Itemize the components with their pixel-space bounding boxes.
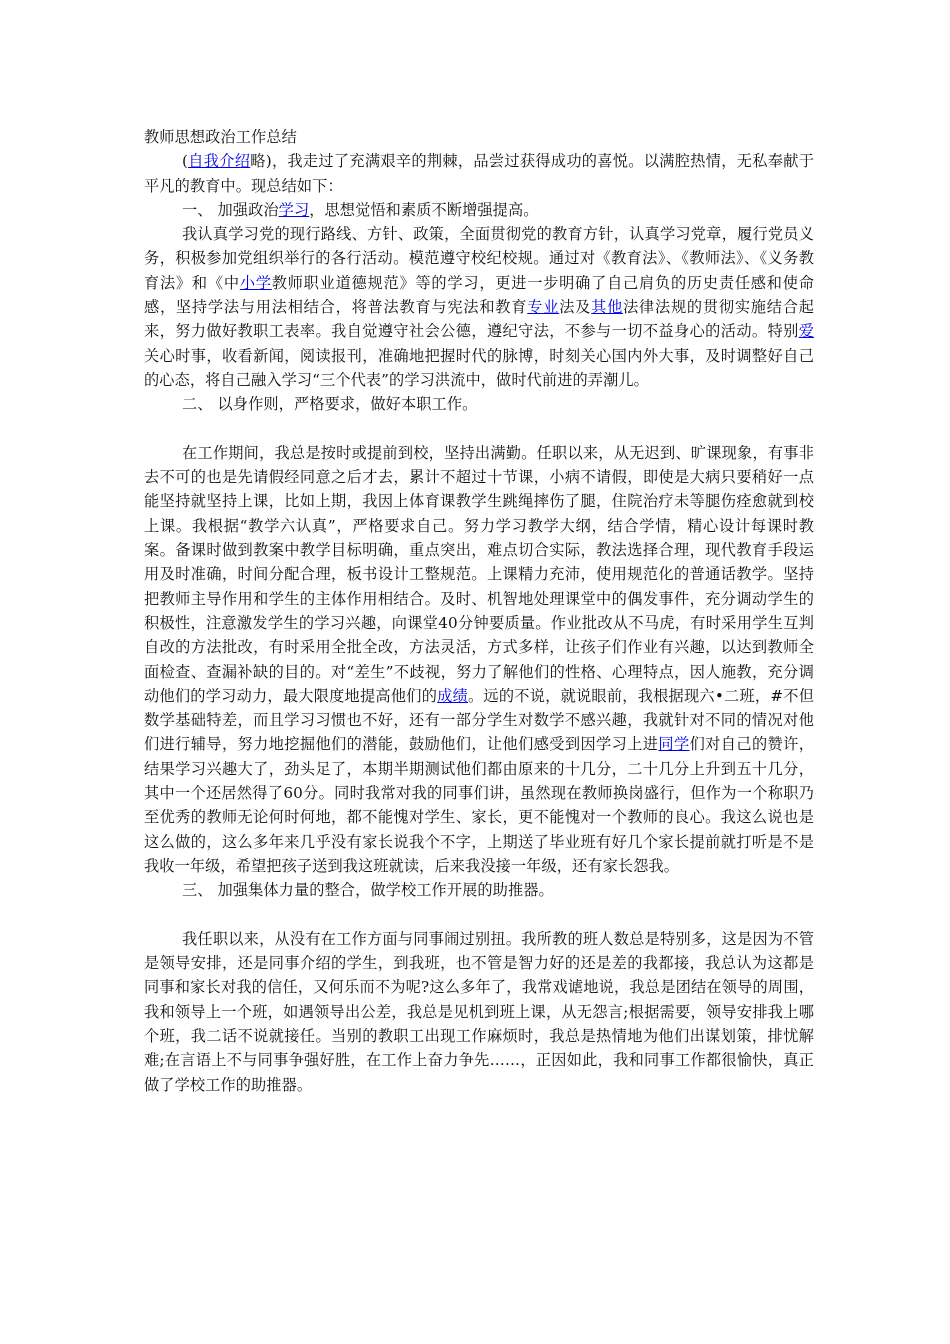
- intro-text: 略)，我走过了充满艰辛的荆棘，品尝过获得成功的喜悦。以满腔热情，无私奉献于平凡的教育中。现总结如下：: [144, 152, 815, 195]
- section2-paragraph: [144, 441, 814, 878]
- study-link[interactable]: 学习: [278, 200, 310, 219]
- intro-paragraph: [144, 149, 814, 198]
- section1-text-a: 我认真学习党的现行路线、方针、政策，全面贯彻党的教育方针，认真学习党章，履行党员义务，积极参加党组织举行的各行活动。模范遵守校纪校规。通过对《教育法》、《教师法》、《义务教育法》和《中: [144, 225, 814, 292]
- section1-text-b: 教师职业道德规范》等的学习，更进一步明确了自己肩负的历史责任感和使命感，坚持学法与用法相结合，将普法教育与宪法和教育: [144, 273, 814, 317]
- intro-open-paren: (: [182, 152, 189, 171]
- document-title: 教师思想政治工作总结: [144, 128, 297, 146]
- section1-heading-rest: ，思想觉悟和素质不断增强提高。: [309, 200, 539, 219]
- classmates-link[interactable]: 同学: [658, 735, 690, 754]
- primary-school-link[interactable]: 小学: [239, 273, 272, 292]
- section1-text-e: 关心时事，收看新闻，阅读报刊，准确地把握时代的脉博，时刻关心国内外大事，及时调整好自己的心态，将自己融入学习“三个代表”的学习洪流中，做时代前进的弄潮儿。: [144, 346, 814, 389]
- section2-text-c: 们对自己的赞许，结果学习兴趣大了，劲头足了，本期半期测试他们都由原来的十几分，二十几分上升到五十几分，其中一个还居然得了60分。同时我常对我的同事们讲，虽然现在教师换岗盛行，但作为一个称职乃至优秀的教师无论何时何地，都不能愧对学生、家长，更不能愧对一个教师的良心。我这么说也是这么做的，这么多年来几乎没有家长说我个不字，上期送了毕业班有好几个家长提前就打听是不是我收一年级，希望把孩子送到我这班就读，后来我没接一年级，还有家长怨我。: [144, 735, 814, 875]
- other-link[interactable]: 其他: [591, 298, 624, 317]
- section1-text-c: 法及: [559, 298, 592, 317]
- section3-heading: 三、 加强集体力量的整合，做学校工作开展的助推器。: [182, 881, 554, 900]
- section1-heading-text: 一、 加强政治: [182, 200, 279, 219]
- grades-link[interactable]: 成绩: [437, 686, 468, 705]
- section1-paragraph: [144, 222, 814, 392]
- section2-text-a: 在工作期间，我总是按时或提前到校，坚持出满勤。任职以来，从无迟到、旷课现象，有事非去不可的也是先请假经同意之后才去，累计不超过十节课，小病不请假，即使是大病只要稍好一点能坚持就坚持上课，比如上期，我因上体育课教学生跳绳摔伤了腿，住院治疗未等腿伤痊愈就到校上课。我根据“教学六认真”，严格要求自己。努力学习教学大纲，结合学情，精心设计每课时教案。备课时做到教案中教学目标明确，重点突出，难点切合实际，教法选择合理，现代教育手段运用及时准确，时间分配合理，板书设计工整规范。上课精力充沛，使用规范化的普通话教学。坚持把教师主导作用和学生的主体作用相结合。及时、机智地处理课堂中的偶发事件，充分调动学生的积极性，注意激发学生的学习兴趣，向课堂40分钟要质量。作业批改从不马虎，有时采用学生互判自改的方法批改，有时采用全批全改，方法灵活，方式多样，让孩子们作业有兴趣，以达到教师全面检查、查漏补缺的目的。对“差生”不歧视，努力了解他们的性格、心理特点，因人施教，充分调动他们的学习动力，最大限度地提高他们的: [144, 443, 814, 705]
- section2-text-b: 。远的不说，就说眼前，我根据现六•二班，#不但数学基础特差，而且学习习惯也不好，还有一部分学生对数学不感兴趣，我就针对不同的情况对他们进行辅导，努力地挖掘他们的潜能，鼓励他们，让他们感受到因学习上进: [144, 686, 815, 754]
- document-page: [144, 125, 814, 1097]
- section1-text-d: 法律法规的贯彻实施结合起来，努力做好教职工表率。我自觉遵守社会公德，遵纪守法，不参与一切不益身心的活动。特别: [144, 298, 814, 341]
- love-link[interactable]: 爱: [798, 322, 814, 341]
- major-link[interactable]: 专业: [527, 298, 560, 317]
- paragraph-spacer: [144, 417, 814, 441]
- paragraph-spacer: [144, 903, 814, 927]
- section3-paragraph: 我任职以来，从没有在工作方面与同事闹过别扭。我所教的班人数总是特别多，这是因为不管是领导安排，还是同事介绍的学生，到我班，也不管是智力好的还是差的我都接，我总认为这都是同事和家长对我的信任，又何乐而不为呢?这么多年了，我常戏谑地说，我总是团结在领导的周围，我和领导上一个班，如遇领导出公差，我总是见机到班上课，从无怨言;根据需要，领导安排我上哪个班，我二话不说就接任。当别的教职工出现工作麻烦时，我总是热情地为他们出谋划策，排忧解难;在言语上不与同事争强好胜，在工作上奋力争先……，正因如此，我和同事工作都很愉快，真正做了学校工作的助推器。: [144, 929, 814, 1094]
- section2-heading: 二、 以身作则，严格要求，做好本职工作。: [182, 395, 478, 414]
- section1-heading: [144, 198, 814, 222]
- self-intro-link[interactable]: 自我介绍: [188, 152, 251, 171]
